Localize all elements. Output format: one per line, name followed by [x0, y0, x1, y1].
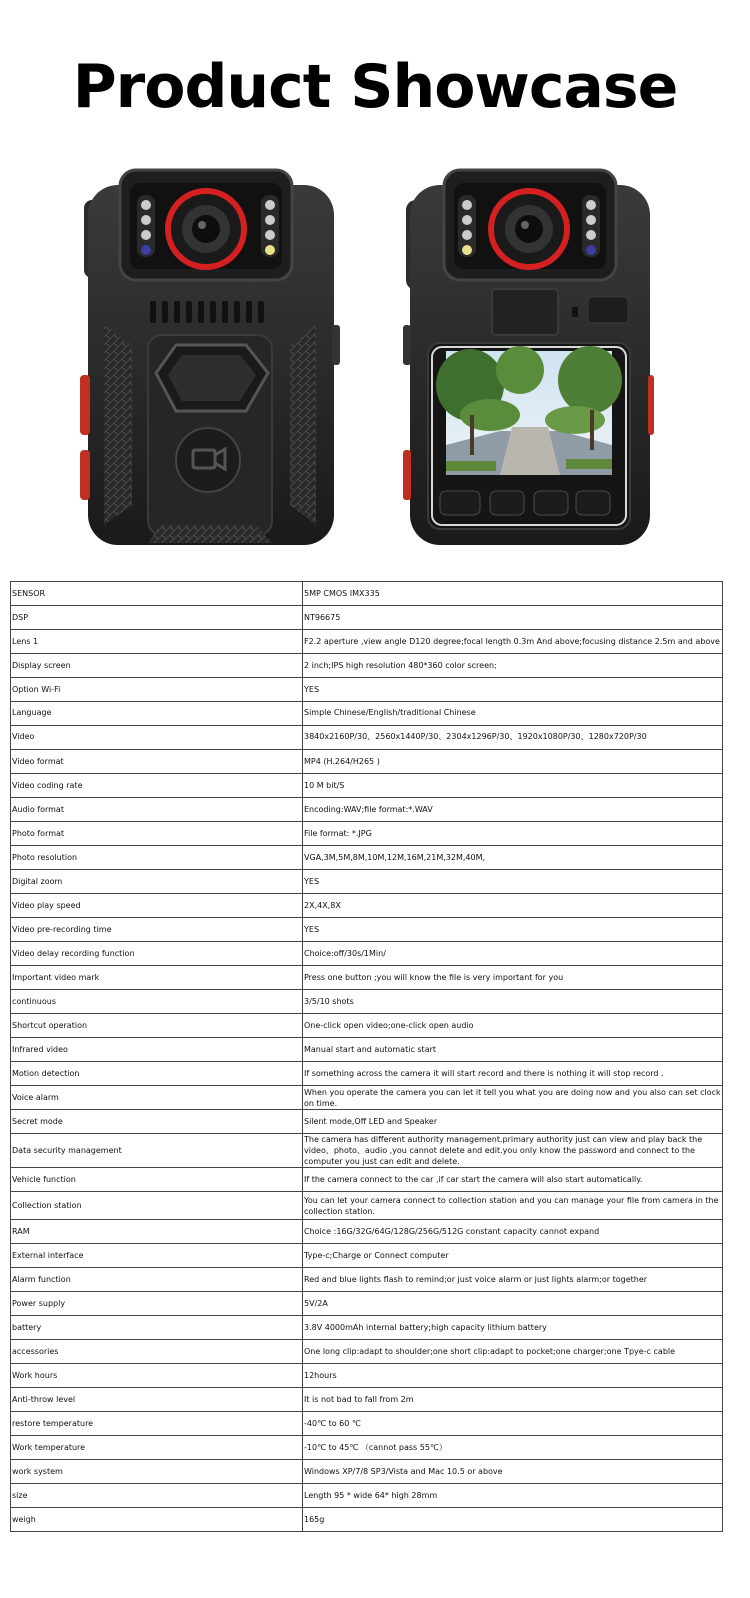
spec-key: Video delay recording function — [11, 942, 303, 966]
spec-value: Windows XP/7/8 SP3/Vista and Mac 10.5 or above — [303, 1460, 723, 1484]
spec-value: If something across the camera it will start record and there is nothing it will stop record . — [303, 1062, 723, 1086]
spec-key: continuous — [11, 990, 303, 1014]
camera-screen-view — [403, 170, 654, 545]
spec-value: 5MP CMOS IMX335 — [303, 582, 723, 606]
spec-row — [11, 798, 723, 822]
spec-key: Important video mark — [11, 966, 303, 990]
spec-value: If the camera connect to the car ,if car start the camera will also start automatically. — [303, 1168, 723, 1192]
spec-row — [11, 894, 723, 918]
spec-row — [11, 582, 723, 606]
spec-row — [11, 1508, 723, 1532]
spec-value: NT96675 — [303, 606, 723, 630]
spec-row — [11, 1388, 723, 1412]
spec-value: YES — [303, 870, 723, 894]
spec-value: Simple Chinese/English/traditional Chinese — [303, 702, 723, 726]
spec-key: Shortcut operation — [11, 1014, 303, 1038]
spec-key: Secret mode — [11, 1110, 303, 1134]
spec-value: 10 M bit/S — [303, 774, 723, 798]
spec-row — [11, 606, 723, 630]
spec-row — [11, 750, 723, 774]
spec-row — [11, 1268, 723, 1292]
spec-value: 3840x2160P/30、2560x1440P/30、2304x1296P/30、1920x1080P/30、1280x720P/30 — [303, 726, 723, 750]
spec-row — [11, 870, 723, 894]
spec-value: 2 inch;IPS high resolution 480*360 color screen; — [303, 654, 723, 678]
spec-key: Audio format — [11, 798, 303, 822]
spec-row — [11, 1364, 723, 1388]
spec-key: restore temperature — [11, 1412, 303, 1436]
spec-value: YES — [303, 678, 723, 702]
spec-row — [11, 678, 723, 702]
spec-row — [11, 846, 723, 870]
spec-row — [11, 1484, 723, 1508]
spec-value: Silent mode,Off LED and Speaker — [303, 1110, 723, 1134]
spec-key: Infrared video — [11, 1038, 303, 1062]
spec-row — [11, 1412, 723, 1436]
spec-key: work system — [11, 1460, 303, 1484]
spec-row — [11, 1220, 723, 1244]
spec-value: MP4 (H.264/H265 ) — [303, 750, 723, 774]
spec-value: 165g — [303, 1508, 723, 1532]
spec-row — [11, 1014, 723, 1038]
spec-key: Display screen — [11, 654, 303, 678]
spec-row — [11, 1436, 723, 1460]
product-images — [0, 165, 750, 565]
spec-row — [11, 1460, 723, 1484]
spec-key: Video — [11, 726, 303, 750]
spec-value: Choice:off/30s/1Min/ — [303, 942, 723, 966]
spec-value: 2X,4X,8X — [303, 894, 723, 918]
camera-front-view — [80, 170, 340, 545]
spec-row — [11, 1134, 723, 1168]
spec-key: Data security management — [11, 1134, 303, 1168]
spec-row — [11, 702, 723, 726]
spec-value: One long clip:adapt to shoulder;one short clip:adapt to pocket;one charger;one Tpye-c cable — [303, 1340, 723, 1364]
spec-value: Press one button ;you will know the file is very important for you — [303, 966, 723, 990]
spec-value: 3/5/10 shots — [303, 990, 723, 1014]
spec-key: Photo format — [11, 822, 303, 846]
spec-key: Collection station — [11, 1192, 303, 1220]
spec-key: Video pre-recording time — [11, 918, 303, 942]
spec-value: The camera has different authority management.primary authority just can view and play back the video、photo、audio ,you cannot delete and edit.you only know the password and connect to the computer you just can edit and delete. — [303, 1134, 723, 1168]
spec-value: When you operate the camera you can let it tell you what you are doing now and you also can set clock on time. — [304, 1087, 721, 1108]
spec-key: Anti-throw level — [11, 1388, 303, 1412]
spec-key: Language — [11, 702, 303, 726]
spec-row — [11, 1086, 723, 1110]
spec-value: Length 95 * wide 64* high 28mm — [303, 1484, 723, 1508]
spec-key: Digital zoom — [11, 870, 303, 894]
spec-row — [11, 1292, 723, 1316]
spec-key: accessories — [11, 1340, 303, 1364]
spec-value: 3.8V 4000mAh internal battery;high capacity lithium battery — [303, 1316, 723, 1340]
spec-key: External interface — [11, 1244, 303, 1268]
spec-row — [11, 1316, 723, 1340]
spec-value: -40℃ to 60 ℃ — [303, 1412, 723, 1436]
spec-row — [11, 1110, 723, 1134]
spec-key: Work temperature — [11, 1436, 303, 1460]
page-title: Product Showcase — [72, 52, 678, 122]
spec-row — [11, 822, 723, 846]
spec-table — [10, 581, 723, 1532]
spec-row — [11, 990, 723, 1014]
spec-key: battery — [11, 1316, 303, 1340]
spec-key: Voice alarm — [11, 1086, 303, 1110]
spec-row — [11, 1038, 723, 1062]
spec-key: Alarm function — [11, 1268, 303, 1292]
spec-row — [11, 774, 723, 798]
spec-row — [11, 1244, 723, 1268]
spec-key: Option Wi-Fi — [11, 678, 303, 702]
spec-row — [11, 942, 723, 966]
spec-value: Encoding:WAV;file format:*.WAV — [303, 798, 723, 822]
spec-value: It is not bad to fall from 2m — [303, 1388, 723, 1412]
spec-key: size — [11, 1484, 303, 1508]
spec-key: SENSOR — [11, 582, 303, 606]
spec-value: Choice :16G/32G/64G/128G/256G/512G constant capacity cannot expand — [303, 1220, 723, 1244]
spec-row — [11, 1168, 723, 1192]
spec-key: DSP — [11, 606, 303, 630]
spec-key: RAM — [11, 1220, 303, 1244]
spec-row — [11, 1192, 723, 1220]
spec-key: Vehicle function — [11, 1168, 303, 1192]
spec-key: Video coding rate — [11, 774, 303, 798]
spec-row — [11, 966, 723, 990]
spec-row — [11, 918, 723, 942]
spec-key: Photo resolution — [11, 846, 303, 870]
spec-value: 5V/2A — [303, 1292, 723, 1316]
spec-value: Type-c;Charge or Connect computer — [303, 1244, 723, 1268]
spec-key: Lens 1 — [11, 630, 303, 654]
spec-value: F2.2 aperture ,view angle D120 degree;focal length 0.3m And above;focusing distance 2.5m and above — [303, 630, 723, 654]
spec-row — [11, 1340, 723, 1364]
spec-value: VGA,3M,5M,8M,10M,12M,16M,21M,32M,40M, — [303, 846, 723, 870]
spec-value: YES — [303, 918, 723, 942]
spec-key: Video play speed — [11, 894, 303, 918]
spec-key: weigh — [11, 1508, 303, 1532]
spec-value: Red and blue lights flash to remind;or just voice alarm or just lights alarm;or together — [303, 1268, 723, 1292]
spec-key: Power supply — [11, 1292, 303, 1316]
spec-value: -10℃ to 45℃ （cannot pass 55℃） — [303, 1436, 723, 1460]
spec-key: Video format — [11, 750, 303, 774]
spec-row — [11, 654, 723, 678]
spec-key: Work hours — [11, 1364, 303, 1388]
spec-value: 12hours — [303, 1364, 723, 1388]
spec-value: Manual start and automatic start — [303, 1038, 723, 1062]
spec-value: File format: *.JPG — [303, 822, 723, 846]
spec-row — [11, 1062, 723, 1086]
spec-row — [11, 726, 723, 750]
spec-value: You can let your camera connect to collection station and you can manage your file from camera in the collection station. — [303, 1192, 723, 1220]
spec-row — [11, 630, 723, 654]
spec-value: One-click open video;one-click open audio — [303, 1014, 723, 1038]
spec-key: Motion detection — [11, 1062, 303, 1086]
